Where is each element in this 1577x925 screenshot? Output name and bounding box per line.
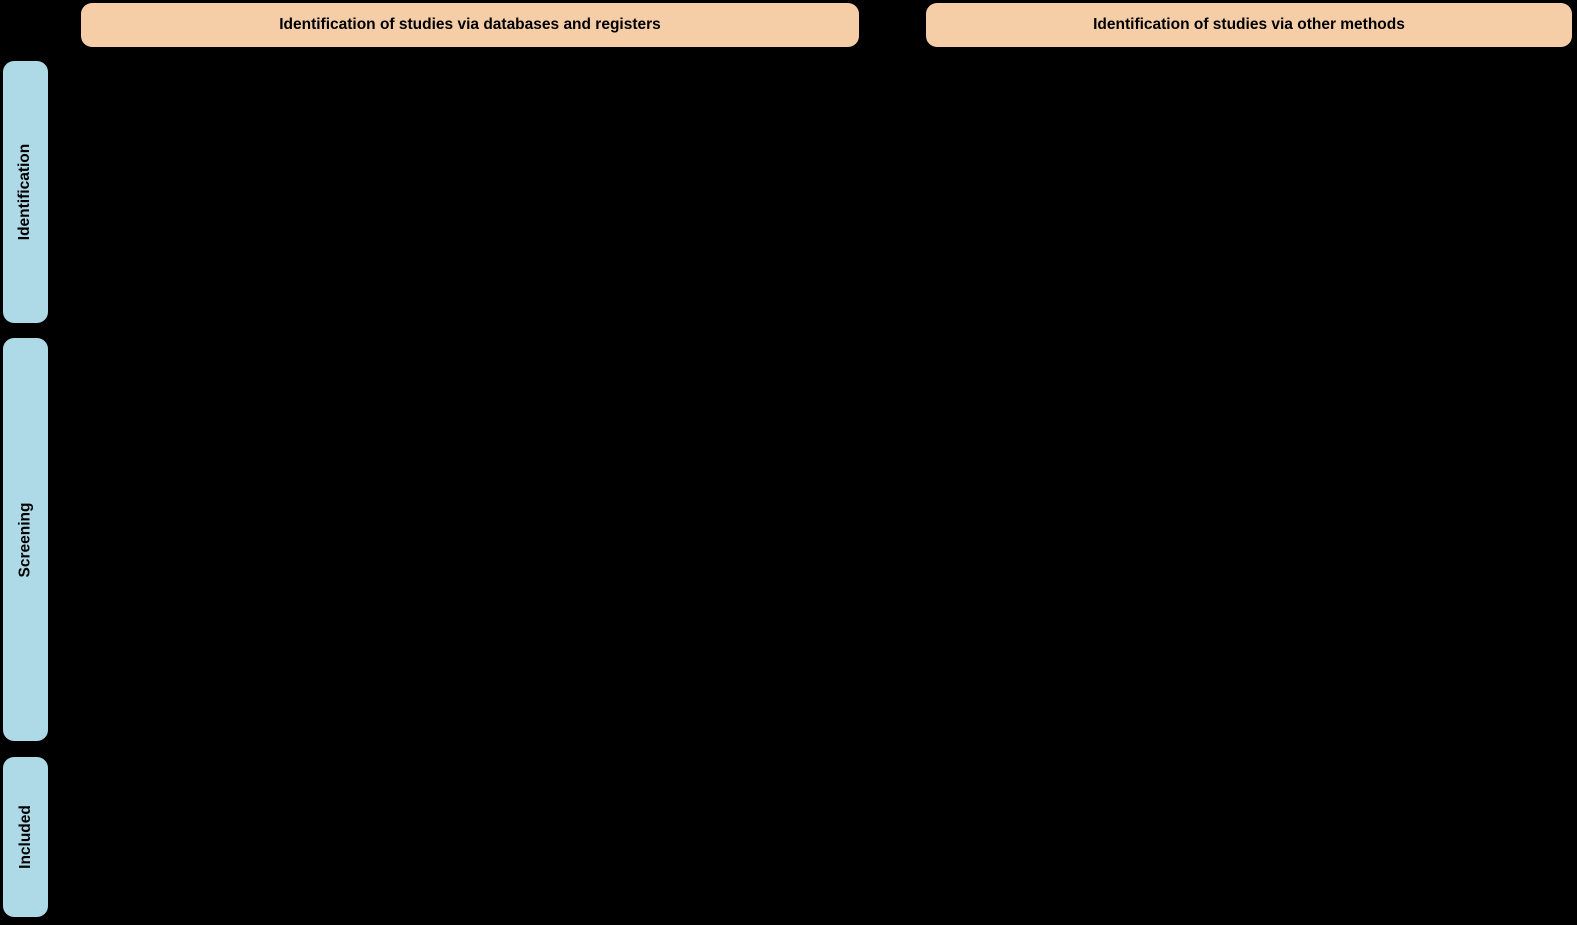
stage-label-identification: Identification: [16, 143, 34, 241]
banner-databases-registers: Identification of studies via databases and registers: [81, 3, 859, 47]
stage-bar-included: [3, 757, 48, 917]
banner-other-methods: Identification of studies via other methods: [926, 3, 1572, 47]
stage-bar-identification: [3, 61, 48, 323]
stage-label-screening: Screening: [16, 502, 34, 577]
stage-label-included: Included: [16, 805, 34, 869]
stage-bar-screening: [3, 338, 48, 741]
